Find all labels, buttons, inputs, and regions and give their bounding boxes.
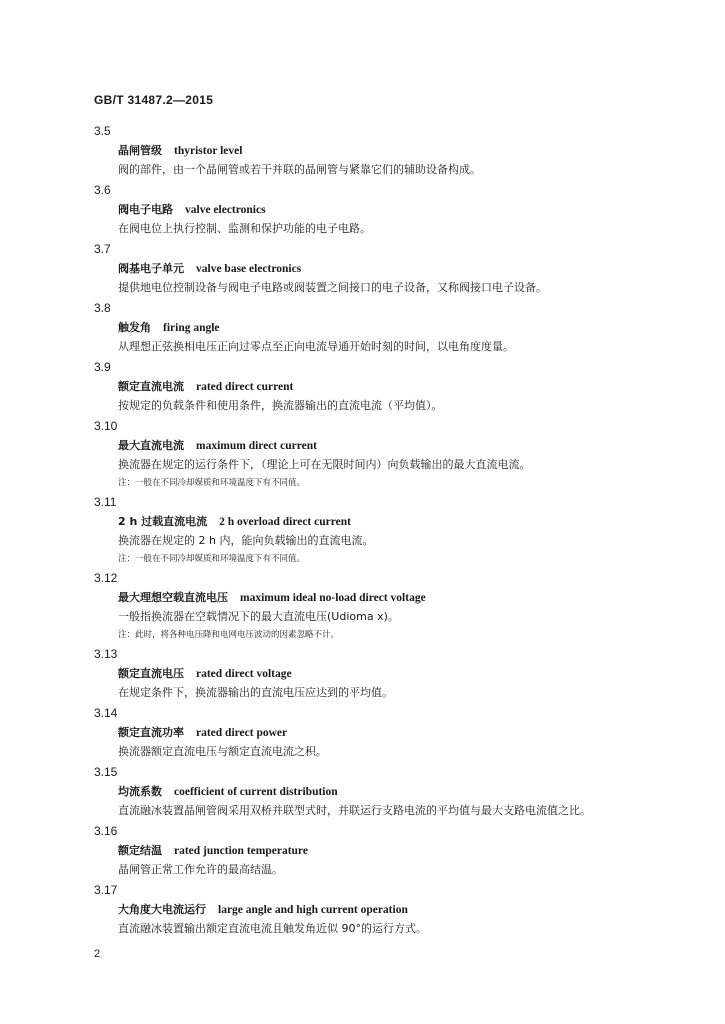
term-english: maximum ideal no-load direct voltage [240,592,426,604]
entry-note: 注：一般在不同冷却媒质和环境温度下有不同值。 [118,478,306,488]
term-english: firing angle [163,322,220,334]
term-chinese: 晶闸管级 [118,144,162,157]
entry-definition: 在阀电位上执行控制、监测和保护功能的电子电路。 [118,222,371,235]
entry-term [118,377,674,396]
definition-entry [94,239,674,298]
entry-term [118,200,674,219]
definition-entry [94,416,674,492]
term-chinese: 额定结温 [118,844,162,857]
entry-term [118,512,674,531]
document-code-header: GB/T 31487.2—2015 [94,93,214,107]
term-chinese: 额定直流电压 [118,667,184,680]
entry-note: 注：一般在不同冷却媒质和环境温度下有不同值。 [118,554,306,564]
term-chinese: 阀基电子单元 [118,262,184,275]
entry-definition: 晶闸管正常工作允许的最高结温。 [118,863,283,876]
entry-definition: 提供地电位控制设备与阀电子电路或阀装置之间接口的电子设备，又称阀接口电子设备。 [118,281,547,294]
entry-term [118,141,674,160]
term-english: rated direct power [196,727,288,739]
term-english: rated direct current [196,381,294,393]
term-english: maximum direct current [196,440,317,452]
term-chinese: 最大直流电流 [118,439,184,452]
entry-term [118,723,674,742]
definition-entry [94,121,674,180]
entry-term [118,664,674,683]
term-english: large angle and high current operation [218,904,408,916]
entry-number: 3.10 [94,419,118,433]
entry-term [118,436,674,455]
entry-note: 注：此时，将各种电压降和电网电压波动的因素忽略不计。 [118,630,340,640]
definition-entry [94,298,674,357]
entry-definition: 换流器在规定的运行条件下，（理论上可在无限时间内）向负载输出的最大直流电流。 [118,458,531,471]
entry-definition: 阀的部件，由一个晶闸管或若干并联的晶闸管与紧靠它们的辅助设备构成。 [118,163,481,176]
entry-number: 3.11 [94,495,117,509]
entry-definition: 从理想正弦换相电压正向过零点至正向电流导通开始时刻的时间，以电角度度量。 [118,340,514,353]
term-chinese: 阀电子电路 [118,203,173,216]
entry-number: 3.8 [94,301,111,315]
entry-term [118,841,674,860]
term-english: coefficient of current distribution [174,786,338,798]
term-chinese: 最大理想空载直流电压 [118,591,228,604]
definition-entry [94,180,674,239]
entry-number: 3.14 [94,706,118,720]
definition-entry [94,568,674,644]
entry-term [118,318,674,337]
definition-entry [94,821,674,880]
term-english: rated direct voltage [196,668,292,680]
entry-definition: 换流器在规定的 2 h 内，能向负载输出的直流电流。 [118,534,374,547]
entry-term [118,259,674,278]
entry-number: 3.15 [94,765,118,779]
term-chinese: 额定直流功率 [118,726,184,739]
term-english: valve base electronics [196,263,302,275]
term-chinese: 2 h 过载直流电流 [118,515,208,528]
term-chinese: 均流系数 [118,785,162,798]
definition-entry [94,357,674,416]
definition-entry [94,644,674,703]
entry-definition: 直流融冰装置晶闸管阀采用双桥并联型式时，并联运行支路电流的平均值与最大支路电流值之比。 [118,804,591,817]
entry-number: 3.7 [94,242,111,256]
term-english: thyristor level [174,145,243,157]
entry-definition: 一般指换流器在空载情况下的最大直流电压(Udioma x)。 [118,610,399,623]
entry-number: 3.6 [94,183,111,197]
entry-term [118,588,674,607]
entry-term [118,782,674,801]
term-chinese: 触发角 [118,321,151,334]
entry-number: 3.16 [94,824,118,838]
entry-definition: 直流融冰装置输出额定直流电流且触发角近似 90°的运行方式。 [118,922,427,935]
entry-number: 3.13 [94,647,118,661]
entry-definition: 换流器额定直流电压与额定直流电流之积。 [118,745,327,758]
definition-entry [94,492,674,568]
definition-entry [94,880,674,939]
entry-number: 3.12 [94,571,118,585]
entry-number: 3.9 [94,360,111,374]
entry-number: 3.5 [94,124,111,138]
term-chinese: 额定直流电流 [118,380,184,393]
entry-number: 3.17 [94,883,118,897]
term-english: valve electronics [185,204,266,216]
definition-entry [94,703,674,762]
definition-entry [94,762,674,821]
page-number: 2 [94,948,101,960]
entry-definition: 按规定的负载条件和使用条件，换流器输出的直流电流（平均值）。 [118,399,443,412]
definitions-list [94,121,674,939]
term-chinese: 大角度大电流运行 [118,903,206,916]
entry-definition: 在规定条件下，换流器输出的直流电压应达到的平均值。 [118,686,393,699]
term-english: 2 h overload direct current [219,516,351,528]
term-english: rated junction temperature [174,845,308,857]
entry-term [118,900,674,919]
